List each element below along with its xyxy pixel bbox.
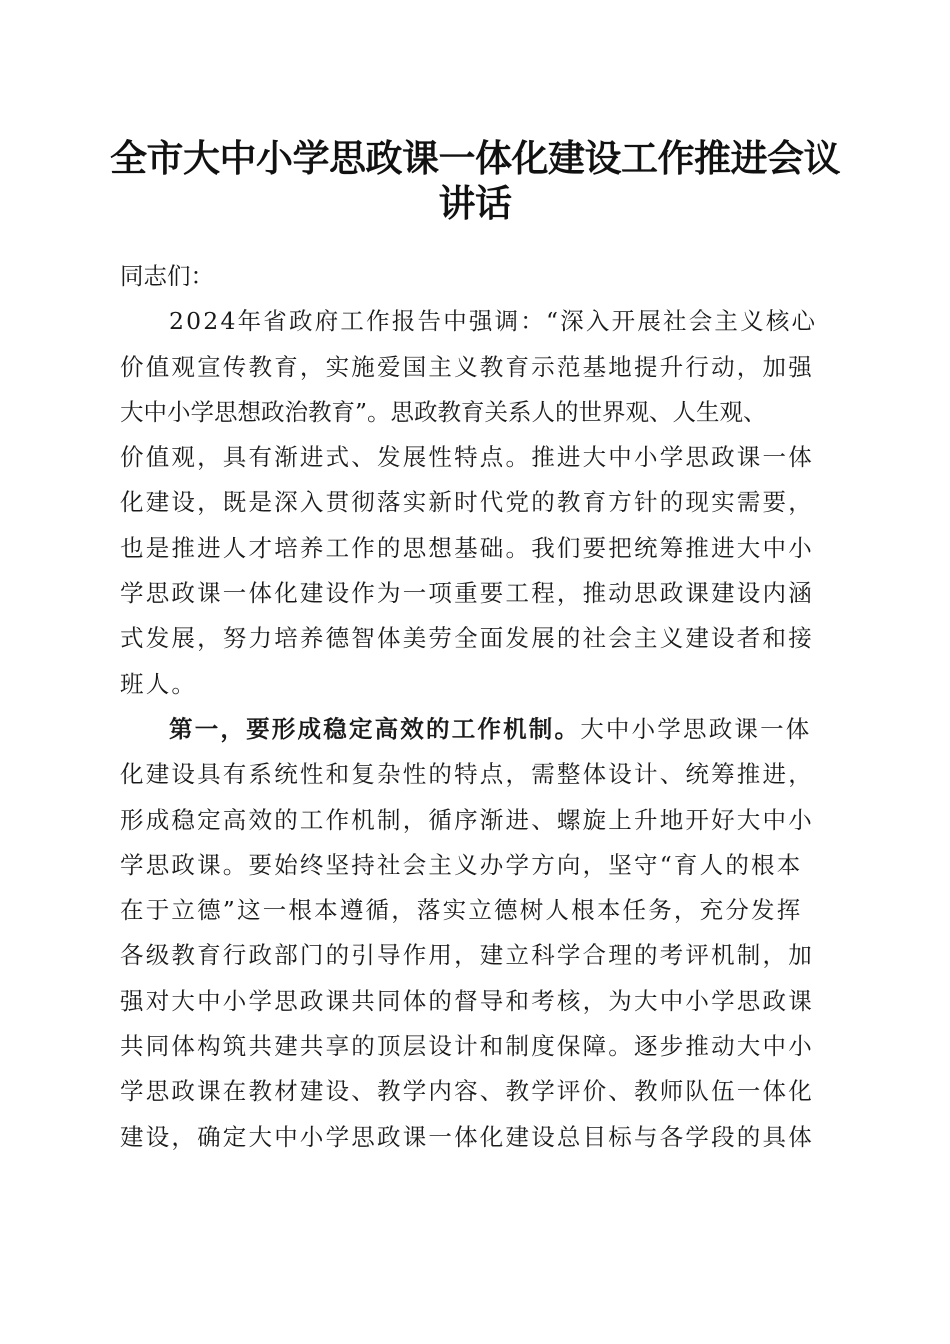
paragraph-2-line: 学思政课在教材建设、教学内容、教学评价、教师队伍一体化 [120, 1077, 814, 1106]
paragraph-2-heading: 第一，要形成稳定高效的工作机制。 [169, 714, 581, 743]
paragraph-2-line: 共同体构筑共建共享的顶层设计和制度保障。逐步推动大中小 [120, 1032, 814, 1061]
paragraph-2-first-rest: 大中小学思政课一体 [580, 714, 812, 743]
paragraph-1-line: 大中小学思想政治教育”。思政教育关系人的世界观、人生观、 [120, 397, 767, 426]
paragraph-1-line: 学思政课一体化建设作为一项重要工程，推动思政课建设内涵 [120, 579, 814, 608]
title-line-2: 讲话 [438, 181, 512, 226]
paragraph-2-line: 建设，确定大中小学思政课一体化建设总目标与各学段的具体 [120, 1122, 814, 1151]
paragraph-2-line: 化建设具有系统性和复杂性的特点，需整体设计、统筹推进， [120, 760, 814, 789]
paragraph-1 [120, 299, 840, 707]
paragraph-2-line: 学思政课。要始终坚持社会主义办学方向，坚守“育人的根本 [120, 850, 803, 879]
title-line-1: 全市大中小学思政课一体化建设工作推进会议 [110, 136, 840, 180]
paragraph-1-line: 式发展，努力培养德智体美劳全面发展的社会主义建设者和接 [120, 624, 814, 653]
paragraph-1-line: 价值观宣传教育，实施爱国主义教育示范基地提升行动，加强 [120, 352, 814, 381]
document-title [100, 132, 850, 226]
paragraph-1-line: 也是推进人才培养工作的思想基础。我们要把统筹推进大中小 [120, 533, 814, 562]
greeting: 同志们： [120, 262, 214, 290]
paragraph-2-line: 形成稳定高效的工作机制，循序渐进、螺旋上升地开好大中小 [120, 805, 814, 834]
paragraph-1-line: 班人。 [120, 669, 198, 698]
paragraph-1-line: 价值观，具有渐进式、发展性特点。推进大中小学思政课一体 [120, 443, 814, 472]
paragraph-2-line: 强对大中小学思政课共同体的督导和考核，为大中小学思政课 [120, 986, 814, 1015]
paragraph-2-line: 各级教育行政部门的引导作用，建立科学合理的考评机制，加 [120, 941, 814, 970]
paragraph-2 [120, 707, 840, 1160]
paragraph-2-first-line [120, 707, 840, 752]
paragraph-1-line: 化建设，既是深入贯彻落实新时代党的教育方针的现实需要， [120, 488, 814, 517]
paragraph-2-line: 在于立德”这一根本遵循，落实立德树人根本任务，充分发挥 [120, 896, 803, 925]
paragraph-1-line: 2024年省政府工作报告中强调：“深入开展社会主义核心 [169, 307, 818, 336]
document-body [120, 254, 840, 1160]
